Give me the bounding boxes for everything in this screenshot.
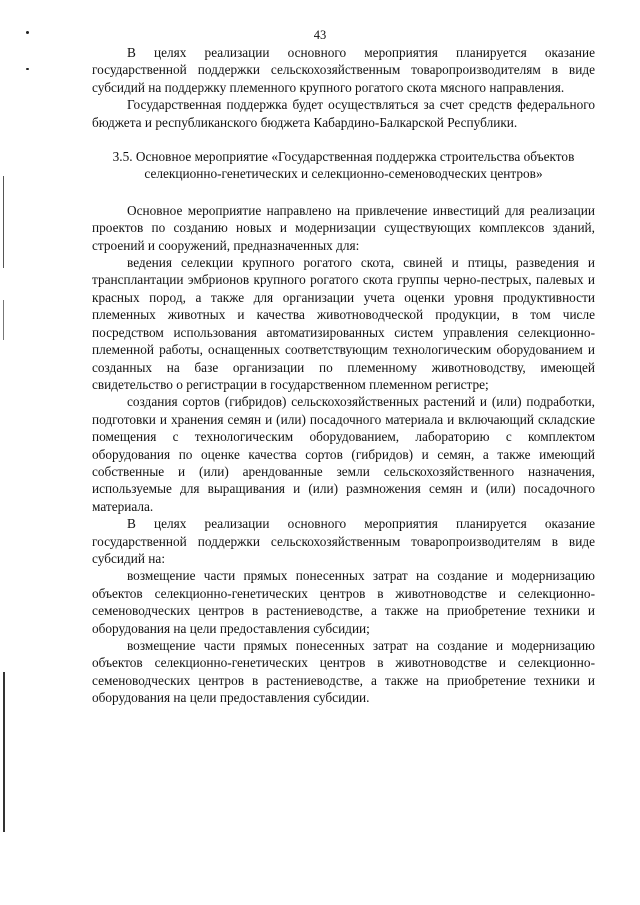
paragraph: В целях реализации основного мероприятия планируется оказание государственной поддержки сельскохозяйственным товаропроизводителям в виде субсидий на: (92, 516, 595, 566)
list-item: возмещение части прямых понесенных затрат на создание и модернизацию объектов селекционно-генетических центров в животноводстве и селекционно-семеноводческих центров в растениеводстве, а также на приобретение техники и оборудования на цели предоставления субсидии. (92, 638, 595, 706)
list-item: возмещение части прямых понесенных затрат на создание и модернизацию объектов селекционно-генетических центров в животноводстве и селекционно-семеноводческих центров в растениеводстве, а также на приобретение техники и оборудования на цели предоставления субсидии; (92, 568, 595, 636)
scan-mark (26, 68, 29, 70)
scan-edge-line (3, 300, 4, 340)
list-item: ведения селекции крупного рогатого скота, свиней и птицы, разведения и трансплантации эмбрионов крупного рогатого скота группы черно-пестрых, палевых и красных пород, а также для организации учета оценки уровня продуктивности племенных животных и качества животноводческой продукции, в том числе посредством использования автоматизированных систем управления селекционно-племенной работы, оснащенных соответствующим технологическим оборудованием и созданных на базе организации по племенному животноводству, имеющей свидетельство о регистрации в государственном племенном регистре; (92, 255, 595, 392)
body-text (92, 44, 595, 707)
scan-edge-line (3, 672, 5, 832)
paragraph: В целях реализации основного мероприятия планируется оказание государственной поддержки сельскохозяйственным товаропроизводителям в виде субсидий на поддержку племенного крупного рогатого скота мясного направления. (92, 45, 595, 95)
paragraph: Государственная поддержка будет осуществляться за счет средств федерального бюджета и республиканского бюджета Кабардино-Балкарской Республики. (92, 97, 595, 130)
scan-mark (26, 31, 29, 34)
list-item: создания сортов (гибридов) сельскохозяйственных растений и (или) подработки, подготовки и хранения семян и (или) посадочного материала и включающий складские помещения с технологическим оборудованием, лабораторию с комплектом оборудования по оценке качества сортов (гибридов) и семян, а также имеющий собственные и (или) арендованные земли сельскохозяйственного назначения, используемые для выращивания и (или) размножения семян и (или) посадочного материала. (92, 394, 595, 514)
page-number: 43 (313, 28, 327, 42)
section-heading: 3.5. Основное мероприятие «Государственная поддержка строительства объектов селекционно-генетических и селекционно-семеноводческих центров» (112, 149, 575, 182)
paragraph: Основное мероприятие направлено на привлечение инвестиций для реализации проектов по созданию новых и модернизации существующих комплексов зданий, строений и сооружений, предназначенных для: (92, 202, 595, 253)
scan-edge-line (3, 176, 4, 268)
